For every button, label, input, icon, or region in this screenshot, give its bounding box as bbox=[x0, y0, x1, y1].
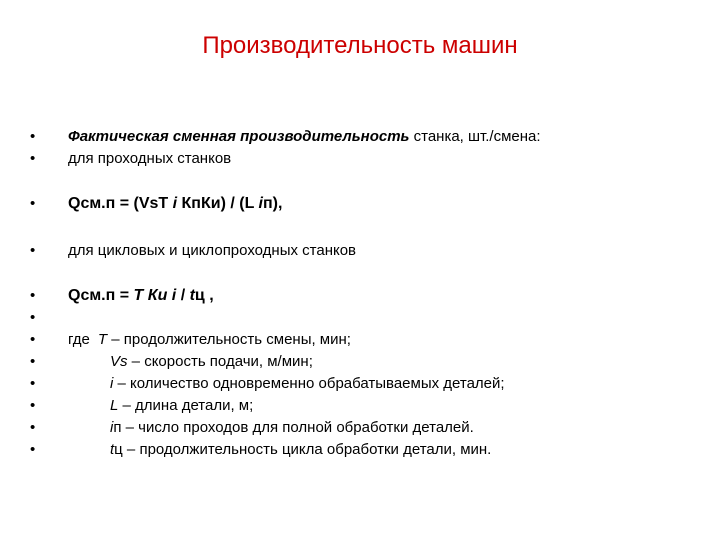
bullet-icon: • bbox=[30, 441, 36, 458]
bullet-icon: • bbox=[30, 287, 36, 304]
bullet-icon: • bbox=[30, 331, 36, 348]
slide-title: Производительность машин bbox=[202, 32, 518, 59]
bullet-icon: • bbox=[30, 309, 36, 326]
emphasis-text: Фактическая сменная производительность bbox=[68, 128, 410, 145]
slide: Производительность машин • Фактическая сменная производительность станка, шт./смена: • для проходных станков • Qсм.п = (VsT i КпКи) / (L iп), • для цикловых и циклопроходных станков • Qсм.п = T Ки i / tц , • • где T – продолжительность смены, мин; • Vs – скорость подачи, м/мин; • i – количество одновременно обрабатываемых деталей; • L – длина детали, м; • iп – число проходов для полной обработки деталей. • tц – продолжительность цикла обработки детали, мин. bbox=[0, 0, 720, 540]
bullet-icon: • bbox=[30, 397, 36, 414]
bullet-icon: • bbox=[30, 419, 36, 436]
bullet-icon: • bbox=[30, 150, 36, 167]
bullet-icon: • bbox=[30, 128, 36, 145]
bullet-icon: • bbox=[30, 242, 36, 259]
bullet-icon: • bbox=[30, 375, 36, 392]
where-label: где bbox=[68, 331, 90, 348]
bullet-icon: • bbox=[30, 195, 36, 212]
bullet-icon: • bbox=[30, 353, 36, 370]
